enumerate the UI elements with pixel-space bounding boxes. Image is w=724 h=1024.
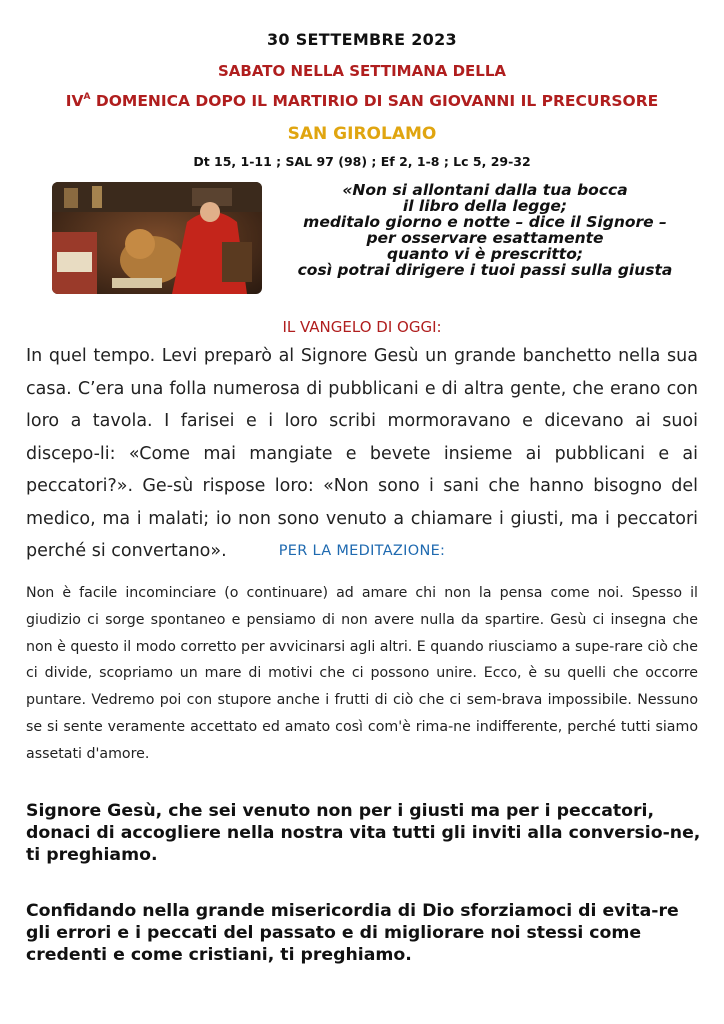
meditation-title: PER LA MEDITAZIONE: [278, 543, 446, 559]
saint-name: SAN GIROLAMO [287, 124, 437, 144]
gospel-title: IL VANGELO DI OGGI: [282, 318, 442, 336]
scripture-quote [275, 182, 695, 278]
prayer-2: Confidando nella grande misericordia di Dio sforziamoci di evita-re gli errori e i peccati del passato e di migliorare noi stessi come credenti e come cristiani, ti preghiamo. [26, 901, 679, 965]
liturgical-week [0, 92, 724, 110]
gospel-text: In quel tempo. Levi preparò al Signore Gesù un grande banchetto nella sua casa. C’era una folla numerosa di pubblicani e di altra gente, che erano con loro a tavola. I farisei e i loro scribi mormoravano e dicevano ai suoi discepo-li: «Come mai mangiate e bevete insieme ai pubblicani e ai peccatori?». Ge-sù rispose loro: «Non sono i sani che hanno bisogno del medico, ma i malati; io non sono venuto a chiamare i giusti, ma i peccatori perché si convertano». [26, 346, 698, 561]
liturgical-day: SABATO NELLA SETTIMANA DELLA [217, 62, 507, 80]
week-number: IV [65, 92, 84, 110]
readings-list: Dt 15, 1-11 ; SAL 97 (98) ; Ef 2, 1-8 ; Lc 5, 29-32 [193, 154, 531, 169]
meditation-text: Non è facile incominciare (o continuare) ad amare chi non la pensa come noi. Spesso il giudizio ci sorge spontaneo e pensiamo di non avere nulla da spartire. Gesù ci insegna che non è questo il modo corretto per avvicinarsi agli altri. E quando riusciamo a supe-rare ciò che ci divide, scopriamo un mare di motivi che ci possono unire. Ecco, è su quelli che occorre puntare. Vedremo poi con stupore anche i frutti di ciò che ci sem-brava impossibile. Nessuno se si sente veramente accettato ed amato così com'è rima-ne indifferente, perché tutti siamo assetati d'amore. [26, 585, 698, 762]
saint-jerome-painting-icon [52, 182, 262, 294]
quote-line: il libro della legge; [402, 197, 568, 215]
quote-line: meditalo giorno e notte – dice il Signore – [303, 213, 667, 231]
quote-line: «Non si allontani dalla tua bocca [342, 181, 628, 199]
quote-line: così potrai dirigere i tuoi passi sulla giusta [297, 261, 673, 279]
week-rest: DOMENICA DOPO IL MARTIRIO DI SAN GIOVANNI IL PRECURSORE [90, 92, 659, 110]
date-heading: 30 SETTEMBRE 2023 [267, 30, 457, 49]
quote-line: quanto vi è prescritto; [386, 245, 584, 263]
week-sup: A [83, 92, 91, 102]
quote-line: per osservare esattamente [366, 229, 604, 247]
prayer-1: Signore Gesù, che sei venuto non per i giusti ma per i peccatori, donaci di accogliere nella nostra vita tutti gli inviti alla conversio-ne, ti preghiamo. [26, 801, 701, 865]
